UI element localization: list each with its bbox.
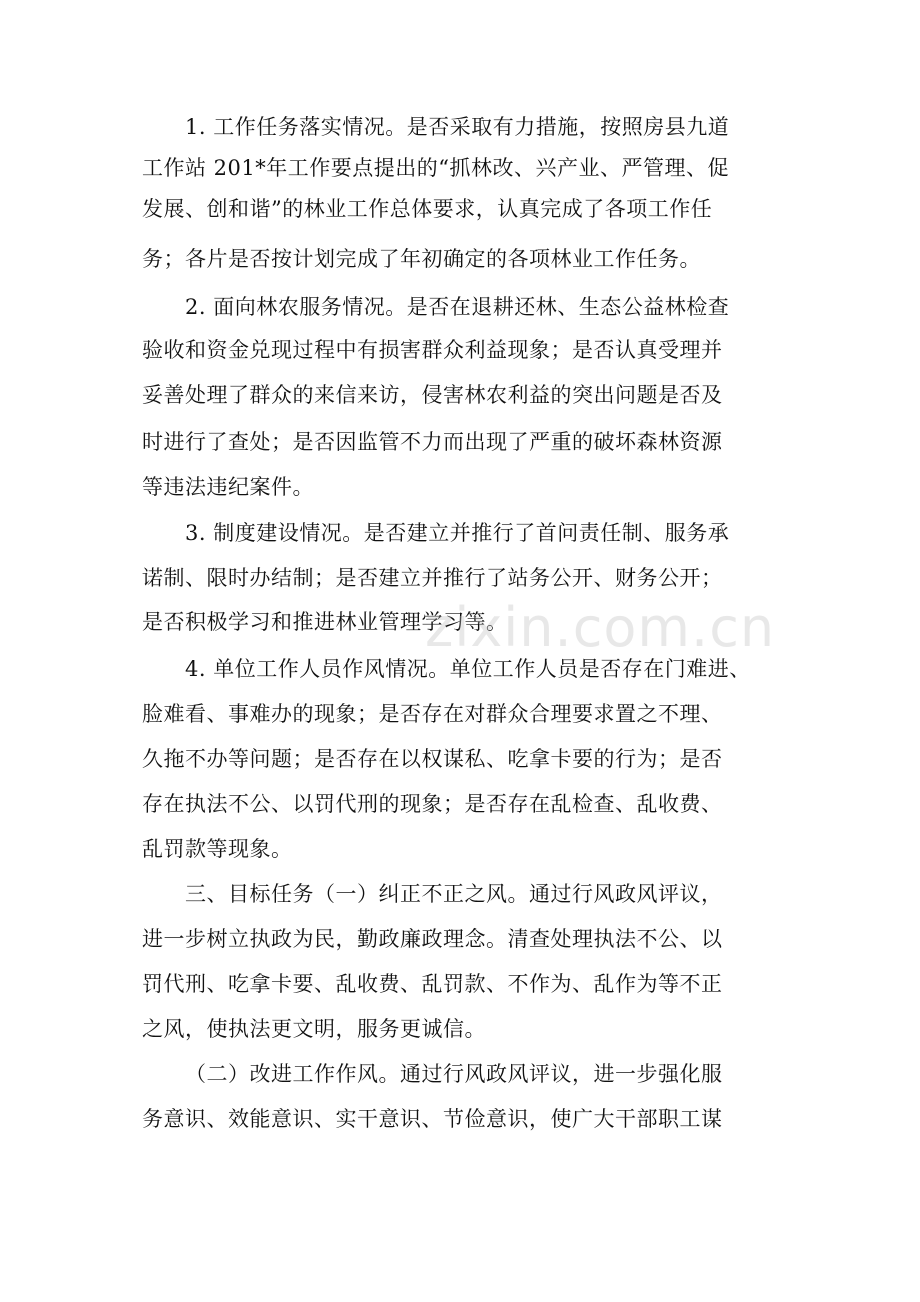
paragraph-1-line-2: 工作站 201*年工作要点提出的“抓林改、兴产业、严管理、促 (142, 156, 729, 180)
paragraph-4-line-2: 脸难看、事难办的现象；是否存在对群众合理要求置之不理、 (142, 702, 723, 726)
paragraph-1-line-4: 务；各片是否按计划完成了年初确定的各项林业工作任务。 (142, 247, 701, 271)
paragraph-3-line-2: 诺制、限时办结制；是否建立并推行了站务公开、财务公开； (142, 566, 723, 590)
paragraph-3-line-1: 3. 制度建设情况。是否建立并推行了首问责任制、服务承 (185, 521, 730, 545)
paragraph-2-line-4: 时进行了查处；是否因监管不力而出现了严重的破坏森林资源 (142, 430, 723, 454)
section-three-line-3: 罚代刑、吃拿卡要、乱收费、乱罚款、不作为、乱作为等不正 (142, 972, 723, 996)
paragraph-4-line-1: 4. 单位工作人员作风情况。单位工作人员是否存在门难进、 (185, 657, 751, 681)
paragraph-2-line-3: 妥善处理了群众的来信来访，侵害林农利益的突出问题是否及 (142, 383, 723, 407)
paragraph-2-line-2: 验收和资金兑现过程中有损害群众利益现象；是否认真受理并 (142, 338, 723, 362)
section-three-line-4: 之风，使执法更文明，服务更诚信。 (142, 1017, 486, 1041)
paragraph-4-line-3: 久拖不办等问题；是否存在以权谋私、吃拿卡要的行为；是否 (142, 747, 723, 771)
paragraph-2-line-5: 等违法违纪案件。 (142, 475, 314, 499)
paragraph-1-line-1: 1. 工作任务落实情况。是否采取有力措施，按照房县九道 (185, 115, 730, 139)
paragraph-4-line-4: 存在执法不公、以罚代刑的现象；是否存在乱检查、乱收费、 (142, 792, 723, 816)
section-two-line-2: 务意识、效能意识、实干意识、节俭意识，使广大干部职工谋 (142, 1107, 723, 1131)
paragraph-1-line-3: 发展、创和谐”的林业工作总体要求，认真完成了各项工作任 (142, 197, 713, 221)
paragraph-2-line-1: 2. 面向林农服务情况。是否在退耕还林、生态公益林检查 (185, 295, 730, 319)
section-two-line-1: （二）改进工作作风。通过行风政风评议，进一步强化服 (185, 1062, 723, 1086)
paragraph-4-line-5: 乱罚款等现象。 (142, 837, 293, 861)
watermark-text: zixin.com.cn (425, 596, 776, 659)
paragraph-3-line-3: 是否积极学习和推进林业管理学习等。 (142, 610, 508, 634)
section-three-line-2: 进一步树立执政为民，勤政廉政理念。清查处理执法不公、以 (142, 927, 723, 951)
section-three-line-1: 三、目标任务（一）纠正不正之风。通过行风政风评议， (185, 882, 723, 906)
